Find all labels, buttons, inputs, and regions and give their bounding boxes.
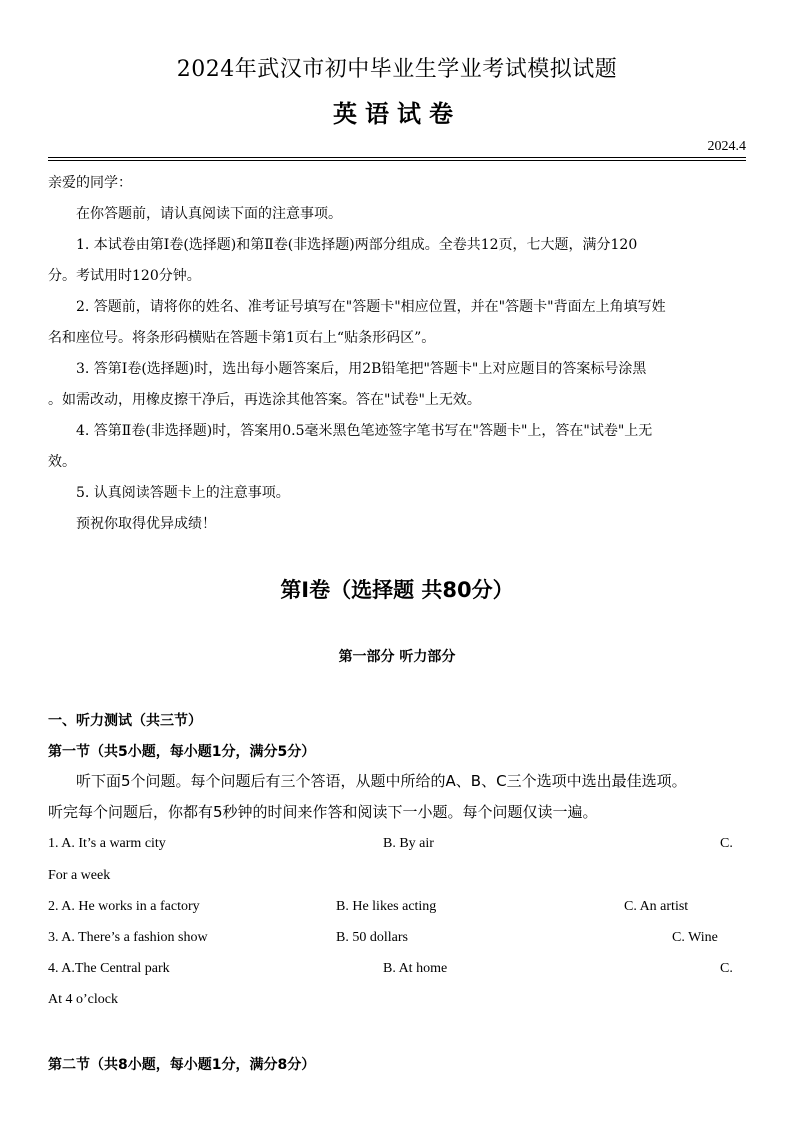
notice-item-2-line-2: 名和座位号。将条形码横贴在答题卡第1页右上“贴条形码区”。 xyxy=(48,330,436,346)
q1-option-b: B. By air xyxy=(383,836,434,851)
notice-wish: 预祝你取得优异成绩！ xyxy=(76,516,216,532)
q4-option-c-label: C. xyxy=(720,961,733,976)
q1-option-c-label: C. xyxy=(720,836,733,851)
notice-item-4-line-2: 效。 xyxy=(48,454,76,470)
header-divider-top xyxy=(48,157,746,158)
notice-block xyxy=(48,168,746,540)
q4-option-b: B. At home xyxy=(383,961,448,976)
q4-option-a: 4. A.The Central park xyxy=(48,961,170,976)
notice-item-3-line-1: 3. 答第Ⅰ卷(选择题)时，选出每小题答案后，用2B铅笔把"答题卡"上对应题目的答案标号涂黑 xyxy=(76,361,647,377)
notice-item-1-line-2: 分。考试用时120分钟。 xyxy=(48,268,201,284)
volume-title: 第Ⅰ卷（选择题 共80分） xyxy=(280,578,514,602)
section-1-title: 第一节（共5小题，每小题1分，满分5分） xyxy=(48,744,316,760)
header-divider-bottom xyxy=(48,160,746,161)
section-1-instruction-line-1: 听下面5个问题。每个问题后有三个答语，从题中所给的A、B、C三个选项中选出最佳选项。 xyxy=(76,772,687,790)
notice-item-3-line-2: 。如需改动，用橡皮擦干净后，再选涂其他答案。答在"试卷"上无效。 xyxy=(48,392,481,408)
subject-title: 英语试卷 xyxy=(333,99,461,128)
notice-intro: 在你答题前，请认真阅读下面的注意事项。 xyxy=(76,206,342,222)
exam-title: 2024年武汉市初中毕业生学业考试模拟试题 xyxy=(176,57,618,82)
section-1-instruction-line-2: 听完每个问题后，你都有5秒钟的时间来作答和阅读下一小题。每个问题仅读一遍。 xyxy=(48,803,598,821)
part-title: 第一部分 听力部分 xyxy=(338,649,456,665)
q3-option-a: 3. A. There’s a fashion show xyxy=(48,930,208,945)
q1-option-c-text: For a week xyxy=(48,868,111,883)
q2-option-b: B. He likes acting xyxy=(336,899,437,914)
q3-option-c: C. Wine xyxy=(672,930,718,945)
q4-option-c-text: At 4 o’clock xyxy=(48,992,118,1007)
q2-option-c: C. An artist xyxy=(624,899,689,914)
q2-option-a: 2. A. He works in a factory xyxy=(48,899,200,914)
section-2-title: 第二节（共8小题，每小题1分，满分8分） xyxy=(48,1057,316,1073)
exam-date: 2024.4 xyxy=(707,139,746,154)
q3-option-b: B. 50 dollars xyxy=(336,930,408,945)
notice-item-1-line-1: 1. 本试卷由第Ⅰ卷(选择题)和第Ⅱ卷(非选择题)两部分组成。全卷共12页，七大题，满分120 xyxy=(76,237,638,253)
section-1-instructions xyxy=(48,766,746,828)
q1-option-a: 1. A. It’s a warm city xyxy=(48,836,166,851)
notice-item-2-line-1: 2. 答题前，请将你的姓名、准考证号填写在"答题卡"相应位置，并在"答题卡"背面左上角填写姓 xyxy=(76,299,666,315)
notice-greeting: 亲爱的同学： xyxy=(48,175,132,191)
notice-item-5: 5. 认真阅读答题卡上的注意事项。 xyxy=(76,485,290,501)
notice-item-4-line-1: 4. 答第Ⅱ卷(非选择题)时，答案用0.5毫米黑色笔迹签字笔书写在"答题卡"上，答在"试卷"上无 xyxy=(76,423,653,439)
listening-heading: 一、听力测试（共三节） xyxy=(48,713,202,729)
